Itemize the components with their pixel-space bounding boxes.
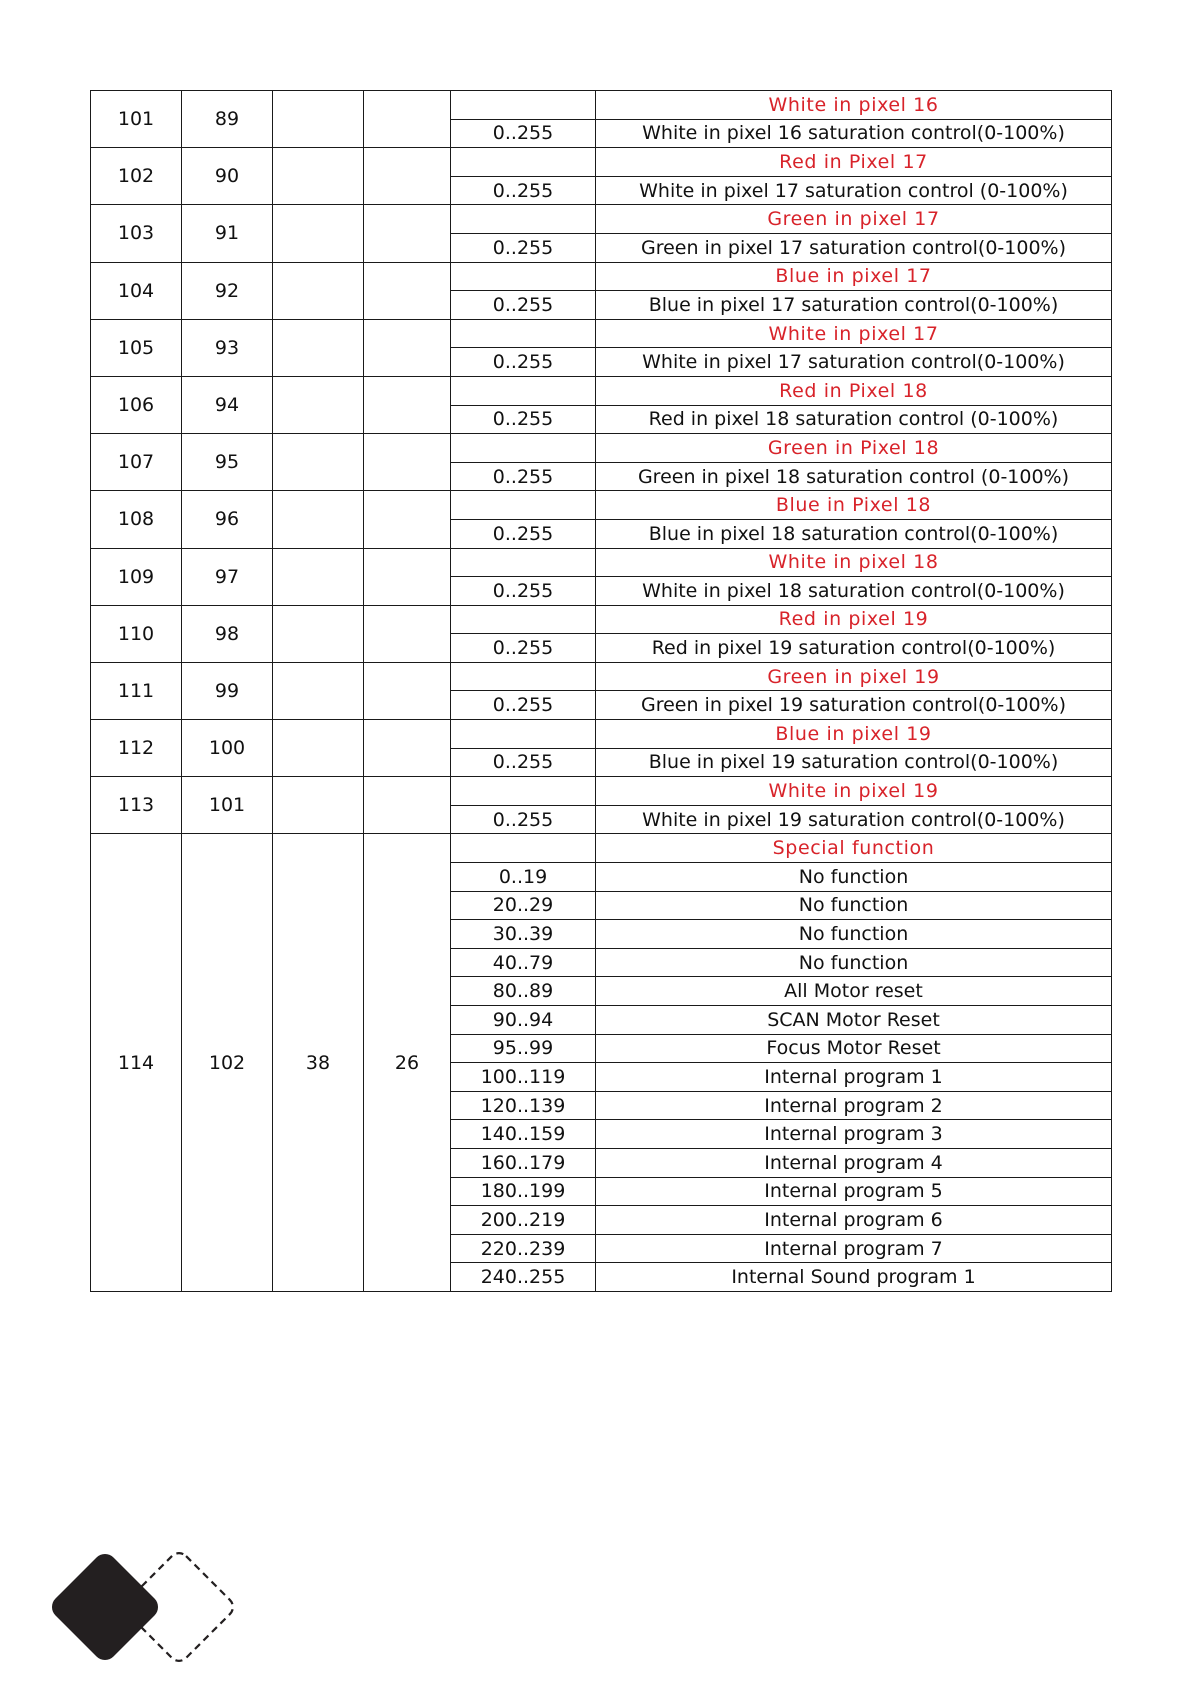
- table-row: [91, 777, 1112, 806]
- table-row: [91, 148, 1112, 177]
- channel-number-cell: 100: [182, 720, 273, 777]
- channel-title: Red in pixel 19: [596, 605, 1112, 634]
- value-range-cell: 30..39: [451, 920, 596, 949]
- value-cell-empty: [451, 662, 596, 691]
- channel-number-cell: 101: [182, 777, 273, 834]
- value-range-cell: 95..99: [451, 1034, 596, 1063]
- channel-number-cell: 103: [91, 205, 182, 262]
- channel-number-cell: 93: [182, 319, 273, 376]
- value-range-cell: 0..255: [451, 691, 596, 720]
- channel-number-cell: [364, 376, 451, 433]
- table-row: [91, 720, 1112, 749]
- value-range-cell: 0..255: [451, 748, 596, 777]
- channel-number-cell: 91: [182, 205, 273, 262]
- channel-title: White in pixel 17: [596, 319, 1112, 348]
- value-range-cell: 160..179: [451, 1148, 596, 1177]
- channel-number-cell: [364, 91, 451, 148]
- value-cell-empty: [451, 434, 596, 463]
- function-description: Blue in pixel 19 saturation control(0-100%): [596, 748, 1112, 777]
- value-range-cell: 0..255: [451, 119, 596, 148]
- value-cell-empty: [451, 605, 596, 634]
- value-range-cell: 0..255: [451, 519, 596, 548]
- table-row: [91, 548, 1112, 577]
- value-range-cell: 0..255: [451, 634, 596, 663]
- value-cell-empty: [451, 205, 596, 234]
- channel-number-cell: [273, 777, 364, 834]
- table-row: [91, 605, 1112, 634]
- channel-number-cell: 109: [91, 548, 182, 605]
- function-description: Red in pixel 18 saturation control (0-100%): [596, 405, 1112, 434]
- function-description: Internal program 4: [596, 1148, 1112, 1177]
- value-cell-empty: [451, 720, 596, 749]
- channel-number-cell: 26: [364, 834, 451, 1292]
- channel-number-cell: 92: [182, 262, 273, 319]
- channel-number-cell: [273, 91, 364, 148]
- channel-number-cell: [364, 548, 451, 605]
- function-description: Internal program 7: [596, 1234, 1112, 1263]
- function-description: Green in pixel 18 saturation control (0-100%): [596, 462, 1112, 491]
- value-cell-empty: [451, 319, 596, 348]
- channel-number-cell: [273, 319, 364, 376]
- value-range-cell: 180..199: [451, 1177, 596, 1206]
- channel-title: Green in Pixel 18: [596, 434, 1112, 463]
- channel-title: White in pixel 18: [596, 548, 1112, 577]
- channel-number-cell: 101: [91, 91, 182, 148]
- channel-number-cell: [364, 491, 451, 548]
- channel-title: White in pixel 16: [596, 91, 1112, 120]
- channel-number-cell: [364, 319, 451, 376]
- channel-number-cell: 102: [182, 834, 273, 1292]
- channel-number-cell: 106: [91, 376, 182, 433]
- channel-number-cell: [364, 777, 451, 834]
- brand-logo-icon: [20, 1548, 260, 1684]
- value-range-cell: 0..255: [451, 405, 596, 434]
- channel-number-cell: [273, 262, 364, 319]
- channel-number-cell: [364, 262, 451, 319]
- channel-title: Blue in pixel 19: [596, 720, 1112, 749]
- channel-number-cell: 38: [273, 834, 364, 1292]
- channel-title: Blue in pixel 17: [596, 262, 1112, 291]
- channel-number-cell: [364, 605, 451, 662]
- function-description: Internal Sound program 1: [596, 1263, 1112, 1292]
- channel-number-cell: [273, 434, 364, 491]
- table-body: [91, 91, 1112, 1292]
- value-range-cell: 0..255: [451, 462, 596, 491]
- channel-number-cell: 114: [91, 834, 182, 1292]
- channel-number-cell: 112: [91, 720, 182, 777]
- channel-number-cell: 96: [182, 491, 273, 548]
- value-range-cell: 80..89: [451, 977, 596, 1006]
- channel-number-cell: [273, 662, 364, 719]
- channel-number-cell: [364, 720, 451, 777]
- function-description: All Motor reset: [596, 977, 1112, 1006]
- channel-number-cell: 99: [182, 662, 273, 719]
- value-range-cell: 90..94: [451, 1006, 596, 1035]
- function-description: SCAN Motor Reset: [596, 1006, 1112, 1035]
- function-description: White in pixel 17 saturation control(0-100%): [596, 348, 1112, 377]
- table-row: [91, 205, 1112, 234]
- value-range-cell: 0..255: [451, 805, 596, 834]
- value-range-cell: 140..159: [451, 1120, 596, 1149]
- channel-number-cell: [273, 376, 364, 433]
- channel-number-cell: 95: [182, 434, 273, 491]
- channel-number-cell: 94: [182, 376, 273, 433]
- channel-number-cell: 89: [182, 91, 273, 148]
- table-row: [91, 491, 1112, 520]
- function-description: White in pixel 18 saturation control(0-100%): [596, 577, 1112, 606]
- value-range-cell: 220..239: [451, 1234, 596, 1263]
- channel-number-cell: 104: [91, 262, 182, 319]
- value-cell-empty: [451, 491, 596, 520]
- channel-title: Red in Pixel 17: [596, 148, 1112, 177]
- value-cell-empty: [451, 262, 596, 291]
- channel-title: Red in Pixel 18: [596, 376, 1112, 405]
- value-range-cell: 0..255: [451, 348, 596, 377]
- channel-number-cell: [364, 434, 451, 491]
- value-range-cell: 240..255: [451, 1263, 596, 1292]
- channel-number-cell: 105: [91, 319, 182, 376]
- value-cell-empty: [451, 148, 596, 177]
- channel-number-cell: 97: [182, 548, 273, 605]
- value-range-cell: 0..255: [451, 577, 596, 606]
- channel-number-cell: [273, 491, 364, 548]
- value-cell-empty: [451, 548, 596, 577]
- channel-number-cell: 98: [182, 605, 273, 662]
- channel-title: Special function: [596, 834, 1112, 863]
- table-row: [91, 434, 1112, 463]
- table-row: [91, 376, 1112, 405]
- channel-number-cell: 102: [91, 148, 182, 205]
- value-range-cell: 0..255: [451, 233, 596, 262]
- channel-number-cell: [273, 548, 364, 605]
- channel-number-cell: 111: [91, 662, 182, 719]
- channel-title: White in pixel 19: [596, 777, 1112, 806]
- function-description: Internal program 1: [596, 1063, 1112, 1092]
- function-description: Internal program 6: [596, 1206, 1112, 1235]
- table-row: [91, 319, 1112, 348]
- value-range-cell: 200..219: [451, 1206, 596, 1235]
- value-range-cell: 0..255: [451, 176, 596, 205]
- function-description: Focus Motor Reset: [596, 1034, 1112, 1063]
- channel-number-cell: [364, 205, 451, 262]
- function-description: White in pixel 16 saturation control(0-100%): [596, 119, 1112, 148]
- value-range-cell: 20..29: [451, 891, 596, 920]
- channel-number-cell: 113: [91, 777, 182, 834]
- value-range-cell: 100..119: [451, 1063, 596, 1092]
- channel-number-cell: [273, 205, 364, 262]
- table-row: [91, 262, 1112, 291]
- channel-title: Blue in Pixel 18: [596, 491, 1112, 520]
- function-description: Red in pixel 19 saturation control(0-100%): [596, 634, 1112, 663]
- channel-number-cell: 107: [91, 434, 182, 491]
- table-row: [91, 91, 1112, 120]
- value-range-cell: 0..255: [451, 291, 596, 320]
- channel-number-cell: [273, 148, 364, 205]
- channel-number-cell: [273, 720, 364, 777]
- function-description: Green in pixel 17 saturation control(0-100%): [596, 233, 1112, 262]
- function-description: Blue in pixel 17 saturation control(0-100%): [596, 291, 1112, 320]
- channel-title: Green in pixel 17: [596, 205, 1112, 234]
- function-description: No function: [596, 891, 1112, 920]
- value-range-cell: 0..19: [451, 863, 596, 892]
- table-row: [91, 662, 1112, 691]
- function-description: Internal program 3: [596, 1120, 1112, 1149]
- function-description: Blue in pixel 18 saturation control(0-100%): [596, 519, 1112, 548]
- value-cell-empty: [451, 376, 596, 405]
- value-range-cell: 120..139: [451, 1091, 596, 1120]
- function-description: No function: [596, 863, 1112, 892]
- channel-number-cell: 110: [91, 605, 182, 662]
- function-description: Internal program 5: [596, 1177, 1112, 1206]
- value-cell-empty: [451, 91, 596, 120]
- table-row: [91, 834, 1112, 863]
- function-description: No function: [596, 920, 1112, 949]
- logo-solid-diamond: [47, 1549, 163, 1665]
- channel-number-cell: 90: [182, 148, 273, 205]
- channel-number-cell: [364, 662, 451, 719]
- function-description: Internal program 2: [596, 1091, 1112, 1120]
- value-cell-empty: [451, 777, 596, 806]
- value-cell-empty: [451, 834, 596, 863]
- function-description: White in pixel 19 saturation control(0-100%): [596, 805, 1112, 834]
- function-description: White in pixel 17 saturation control (0-100%): [596, 176, 1112, 205]
- function-description: No function: [596, 948, 1112, 977]
- channel-title: Green in pixel 19: [596, 662, 1112, 691]
- dmx-channel-table: [90, 90, 1112, 1292]
- channel-number-cell: [273, 605, 364, 662]
- channel-number-cell: [364, 148, 451, 205]
- value-range-cell: 40..79: [451, 948, 596, 977]
- channel-number-cell: 108: [91, 491, 182, 548]
- function-description: Green in pixel 19 saturation control(0-100%): [596, 691, 1112, 720]
